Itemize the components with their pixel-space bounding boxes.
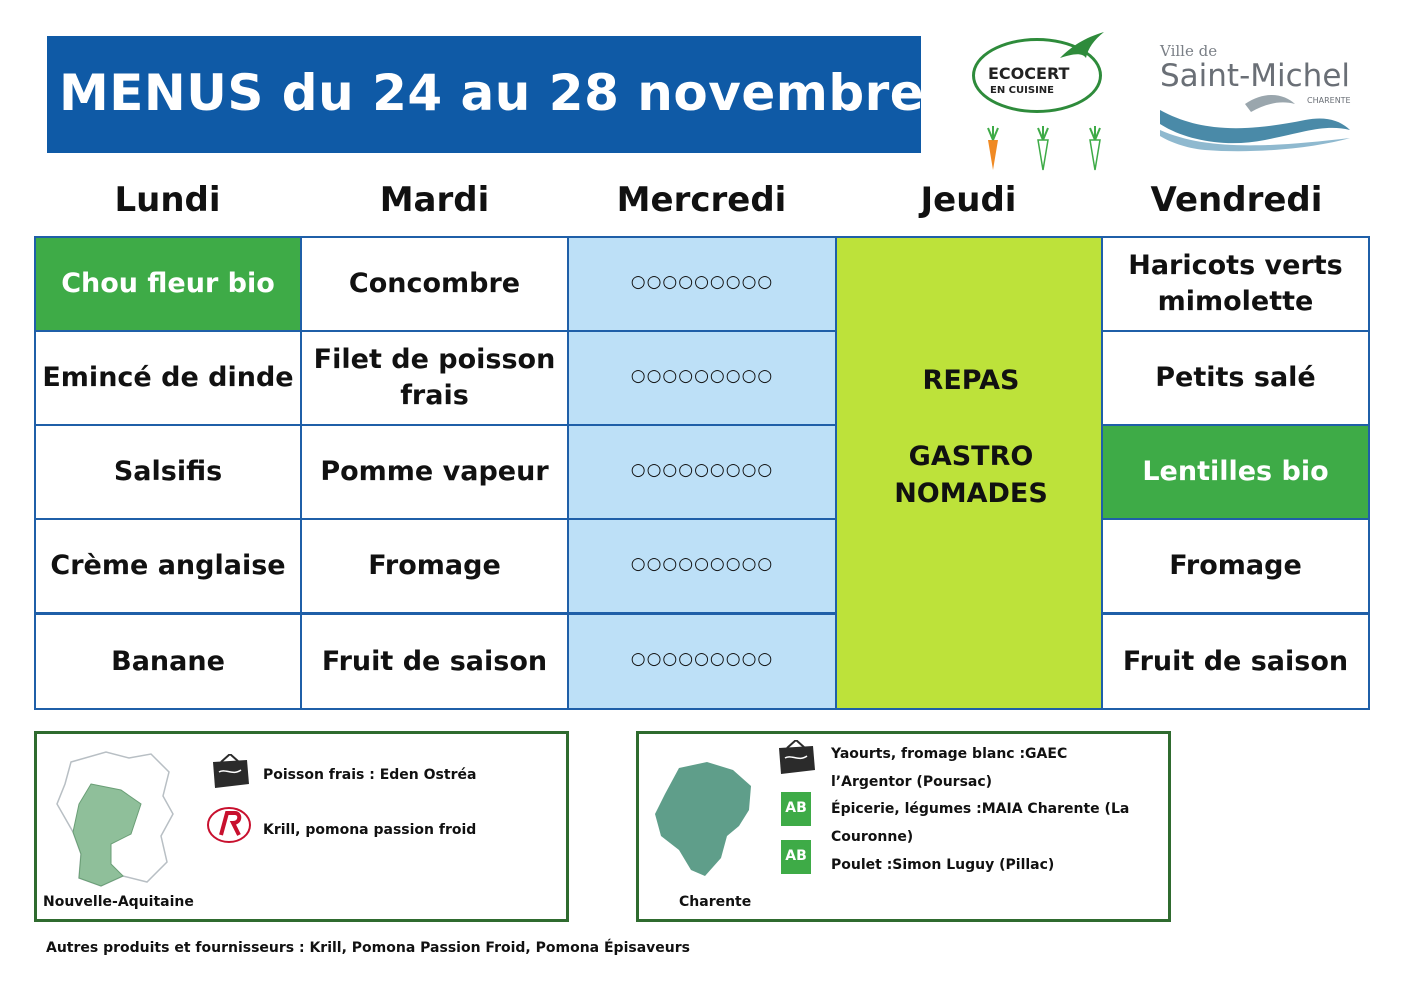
ab-organic-icon xyxy=(781,792,811,826)
jeudi-text-repas: REPAS xyxy=(922,365,1020,396)
jeudi-text-gastro: GASTRO xyxy=(908,441,1034,472)
menu-cell-lundi-dairy: Crème anglaise xyxy=(34,518,302,614)
menu-cell-mercredi-1: ○○○○○○○○○ xyxy=(567,236,837,332)
menu-cell-lundi-starter: Chou fleur bio xyxy=(34,236,302,332)
day-header-jeudi: Jeudi xyxy=(920,180,1017,220)
menu-cell-lundi-dessert: Banane xyxy=(34,613,302,710)
menu-cell-mercredi-4: ○○○○○○○○○ xyxy=(567,518,837,614)
menu-cell-mardi-side: Pomme vapeur xyxy=(300,424,569,520)
city-name: Saint-Michel xyxy=(1160,58,1351,94)
label-rouge-icon xyxy=(207,807,251,843)
carrot-outline-icon xyxy=(1084,126,1106,172)
river-waves-icon xyxy=(1155,90,1355,154)
menu-table xyxy=(34,236,1370,710)
ecocert-logo xyxy=(970,28,1120,178)
carrot-icon xyxy=(982,126,1004,172)
day-header-mardi: Mardi xyxy=(379,180,490,220)
day-header-vendredi: Vendredi xyxy=(1150,180,1323,220)
menu-cell-mardi-main: Filet de poisson frais xyxy=(300,330,569,426)
day-header-mercredi: Mercredi xyxy=(616,180,787,220)
menu-cell-lundi-side: Salsifis xyxy=(34,424,302,520)
city-prefix: Ville de xyxy=(1160,42,1218,60)
jeudi-text-nomades: NOMADES xyxy=(894,478,1048,509)
city-region: CHARENTE xyxy=(1307,96,1351,105)
menu-cell-vendredi-dairy: Fromage xyxy=(1101,518,1370,614)
jeudi-special-meal xyxy=(835,236,1103,710)
city-logo xyxy=(1155,42,1365,162)
ab-organic-icon xyxy=(781,840,811,874)
menu-cell-vendredi-starter: Haricots verts mimolette xyxy=(1101,236,1370,332)
regional-item-2: Krill, pomona passion froid xyxy=(263,822,477,838)
menu-cell-vendredi-dessert: Fruit de saison xyxy=(1101,613,1370,710)
charente-map-icon xyxy=(651,758,761,878)
local-suppliers-panel xyxy=(636,731,1171,922)
page-title: MENUS du 24 au 28 novembre xyxy=(59,64,925,122)
svg-text:AB: AB xyxy=(785,800,807,816)
france-map-icon xyxy=(51,744,181,894)
local-line-3: Épicerie, légumes :MAIA Charente (La xyxy=(831,801,1130,817)
menu-cell-mercredi-3: ○○○○○○○○○ xyxy=(567,424,837,520)
regional-suppliers-panel xyxy=(34,731,569,922)
produits-locaux-icon xyxy=(209,754,251,792)
day-header-lundi: Lundi xyxy=(114,180,221,220)
day-headers xyxy=(34,180,1370,230)
menu-cell-vendredi-side: Lentilles bio xyxy=(1101,424,1370,520)
footer-note: Autres produits et fournisseurs : Krill, Pomona Passion Froid, Pomona Épisaveurs xyxy=(46,940,690,956)
regional-item-1: Poisson frais : Eden Ostréa xyxy=(263,767,477,783)
local-line-5: Poulet :Simon Luguy (Pillac) xyxy=(831,857,1055,873)
menu-cell-mercredi-2: ○○○○○○○○○ xyxy=(567,330,837,426)
produits-locaux-icon xyxy=(775,740,817,778)
carrot-outline-icon xyxy=(1032,126,1054,172)
menu-cell-mardi-dessert: Fruit de saison xyxy=(300,613,569,710)
menu-cell-mercredi-5: ○○○○○○○○○ xyxy=(567,613,837,710)
local-line-1: Yaourts, fromage blanc :GAEC xyxy=(831,746,1068,762)
title-banner xyxy=(47,36,925,153)
local-line-4: Couronne) xyxy=(831,829,914,845)
region-label: Nouvelle-Aquitaine xyxy=(43,894,194,910)
local-line-2: l’Argentor (Poursac) xyxy=(831,774,993,790)
region-label: Charente xyxy=(679,894,752,910)
menu-cell-vendredi-main: Petits salé xyxy=(1101,330,1370,426)
menu-cell-mardi-starter: Concombre xyxy=(300,236,569,332)
menu-cell-mardi-dairy: Fromage xyxy=(300,518,569,614)
ecocert-subtext: EN CUISINE xyxy=(990,85,1054,96)
menu-cell-lundi-main: Emincé de dinde xyxy=(34,330,302,426)
ecocert-text: ECOCERT xyxy=(988,64,1070,83)
svg-text:AB: AB xyxy=(785,848,807,864)
